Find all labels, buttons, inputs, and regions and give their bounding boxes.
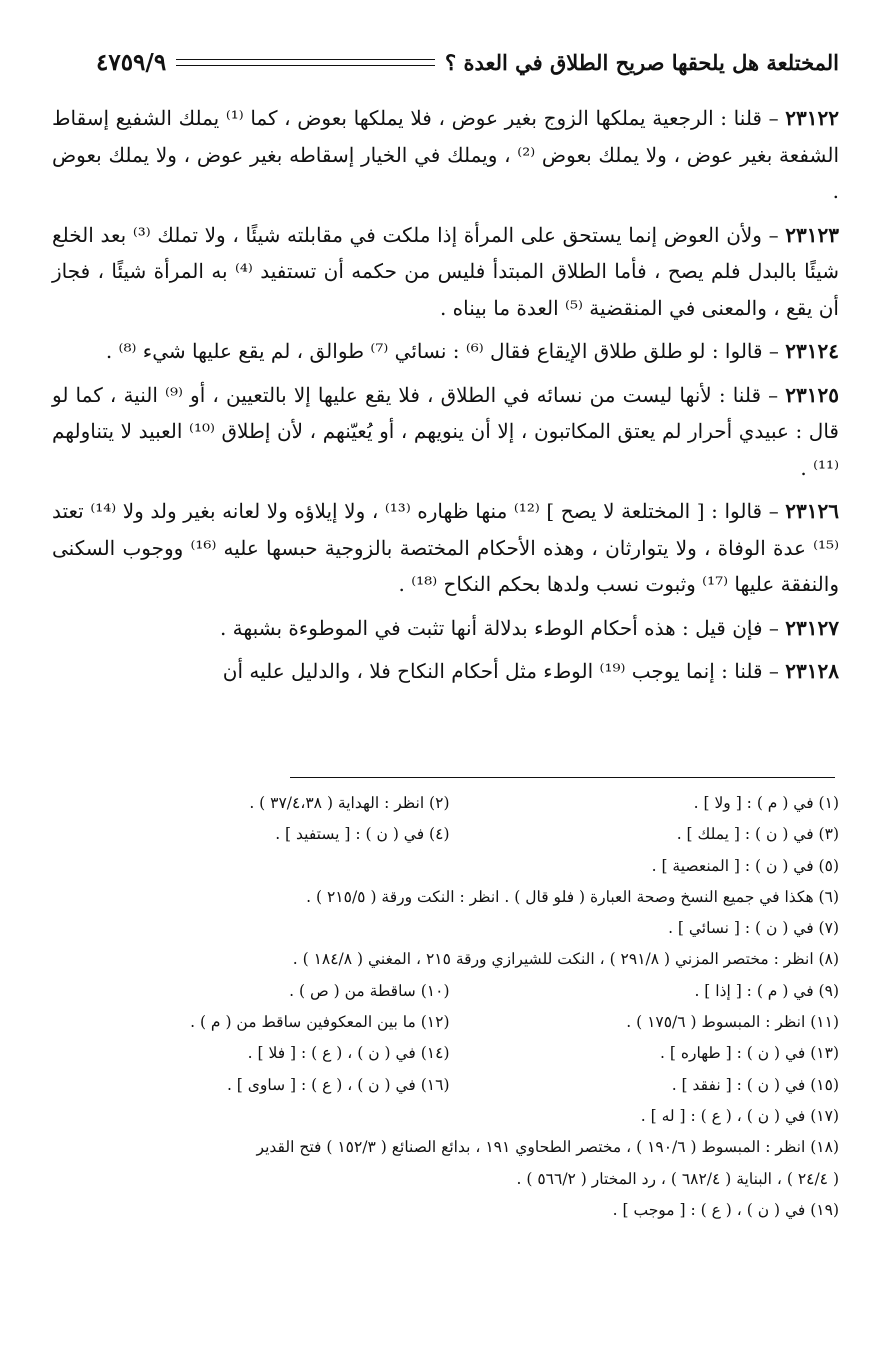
footnote-row [60, 819, 839, 850]
paragraph [52, 653, 839, 690]
paragraph-number: ٢٣١٢٢ [785, 106, 839, 130]
paragraph-text: – قالوا : لو طلق طلاق الإيقاع فقال ⁽⁶⁾ : نسائي ⁽⁷⁾ طوالق ، لم يقع عليها شيء ⁽⁸⁾ . [105, 339, 786, 363]
footnote: (١٥) في ( ن ) : [ نفقد ] . [671, 1075, 839, 1094]
footnotes [60, 788, 839, 1226]
running-title: المختلعة هل يلحقها صريح الطلاق في العدة ؟ [445, 49, 839, 75]
footnote: (٣) في ( ن ) : [ يملك ] . [676, 825, 839, 844]
footnote: (٧) في ( ن ) : [ نسائي ] . [668, 919, 839, 938]
paragraph-text: – قلنا : لأنها ليست من نسائه في الطلاق ، فلا يقع عليها إلا بالتعيين ، أو ⁽⁹⁾ النية ، كما لو قال : عبيدي أحرار لم يعتق المكاتبون ، إلا أن ينويهم ، أو يُعيّنهم ، لأن إطلاق ⁽¹⁰⁾ العبيد لا يتناولهم ⁽¹¹⁾ . [52, 382, 839, 480]
paragraph-text: – فإن قيل : هذه أحكام الوطء بدلالة أنها تثبت في الموطوءة بشبهة . [219, 615, 786, 640]
footnote: (١٣) في ( ن ) : [ طهاره ] . [660, 1044, 839, 1063]
footnote-row [60, 1195, 839, 1226]
page-number: ٤٧٥٩/٩ [96, 48, 167, 76]
footnote: (٢) انظر : الهداية ( ٣٧/٤،٣٨ ) . [249, 794, 450, 812]
main-text [52, 100, 839, 697]
footnote: (١) في ( م ) : [ ولا ] . [693, 794, 839, 812]
paragraph-number: ٢٣١٢٨ [785, 659, 839, 683]
footnote-row [60, 1101, 839, 1132]
footnote-row [60, 1038, 839, 1069]
paragraph [52, 377, 839, 487]
footnote-row [60, 851, 839, 882]
footnote: (٦) هكذا في جميع النسخ وصحة العبارة ( فلو قال ) . انظر : النكت ورقة ( ٢١٥/٥ ) . [306, 887, 839, 906]
footnote: (٨) انظر : مختصر المزني ( ٢٩١/٨ ) ، النكت للشيرازي ورقة ٢١٥ ، المغني ( ١٨٤/٨ ) . [292, 950, 839, 969]
paragraph [52, 217, 839, 327]
paragraph-number: ٢٣١٢٣ [785, 222, 839, 247]
footnote: (٥) في ( ن ) : [ المنعصية ] . [651, 856, 839, 875]
footnote-row [60, 1164, 839, 1195]
footnote-row [60, 788, 839, 819]
paragraph-text: – قلنا : إنما يوجب ⁽¹⁹⁾ الوطء مثل أحكام النكاح فلا ، والدليل عليه أن [222, 659, 786, 683]
footnote: (١١) انظر : المبسوط ( ١٧٥/٦ ) . [626, 1013, 839, 1032]
footnote: (١٨) انظر : المبسوط ( ١٩٠/٦ ) ، مختصر الطحاوي ١٩١ ، بدائع الصنائع ( ١٥٢/٣ ) فتح القدير [256, 1138, 839, 1157]
footnote: (٤) في ( ن ) : [ يستفيد ] . [275, 825, 450, 844]
footnote-row [60, 1132, 839, 1163]
footnote: (١٩) في ( ن ) ، ( ع ) : [ موجب ] . [612, 1200, 839, 1219]
footnote: (١٤) في ( ن ) ، ( ع ) : [ فلا ] . [247, 1044, 450, 1063]
footnote-row [60, 976, 839, 1007]
footnote: ( ٢٤/٤ ) ، البناية ( ٦٨٢/٤ ) ، رد المختار ( ٥٦٦/٢ ) . [516, 1169, 839, 1188]
paragraph [52, 100, 839, 210]
footnote: (١٠) ساقطة من ( ص ) . [289, 981, 450, 1000]
header-rule [176, 59, 435, 66]
footnote: (١٦) في ( ن ) ، ( ع ) : [ ساوى ] . [226, 1075, 450, 1094]
paragraph [52, 333, 839, 370]
footnote-separator [290, 777, 835, 778]
footnote-row [60, 944, 839, 975]
paragraph-number: ٢٣١٢٤ [785, 339, 839, 363]
footnote: (١٢) ما بين المعكوفين ساقط من ( م ) . [190, 1013, 450, 1032]
paragraph-number: ٢٣١٢٥ [785, 382, 839, 407]
running-header [96, 42, 839, 82]
footnote-row [60, 1007, 839, 1038]
paragraph-number: ٢٣١٢٦ [785, 499, 839, 523]
footnote: (١٧) في ( ن ) ، ( ع ) : [ له ] . [640, 1106, 839, 1125]
paragraph-number: ٢٣١٢٧ [785, 615, 839, 640]
paragraph-text: – قلنا : الرجعية يملكها الزوج بغير عوض ، فلا يملكها بعوض ، كما ⁽¹⁾ يملك الشفيع إسقاط الشفعة بغير عوض ، ولا يملك بعوض ⁽²⁾ ، ويملك في الخيار إسقاطه بغير عوض ، ولا يملك بعوض . [52, 106, 840, 203]
footnote-row [60, 913, 839, 944]
footnote: (٩) في ( م ) : [ إذا ] . [694, 981, 839, 1000]
paragraph-text: – قالوا : [ المختلعة لا يصح ] ⁽¹²⁾ منها ظهاره ⁽¹³⁾ ، ولا إيلاؤه ولا لعانه بغير ولد ولا ⁽¹⁴⁾ تعتد ⁽¹⁵⁾ عدة الوفاة ، ولا يتوارثان ، وهذه الأحكام المختصة بالزوجية حبسها عليه ⁽¹⁶⁾ ووجوب السكنى والنفقة عليها ⁽¹⁷⁾ وثبوت نسب ولدها بحكم النكاح ⁽¹⁸⁾ . [52, 499, 839, 596]
footnote-row [60, 882, 839, 913]
paragraph [52, 493, 839, 603]
paragraph [52, 610, 839, 647]
paragraph-text: – ولأن العوض إنما يستحق على المرأة إذا ملكت في مقابلته شيئًا ، ولا تملك ⁽³⁾ بعد الخلع شيئًا بالبدل فلم يصح ، فأما الطلاق المبتدأ فليس من حكمه أن تستفيد ⁽⁴⁾ به المرأة شيئًا ، فجاز أن يقع ، والمعنى في المنقضية ⁽⁵⁾ العدة ما بيناه . [52, 222, 840, 320]
footnote-row [60, 1070, 839, 1101]
